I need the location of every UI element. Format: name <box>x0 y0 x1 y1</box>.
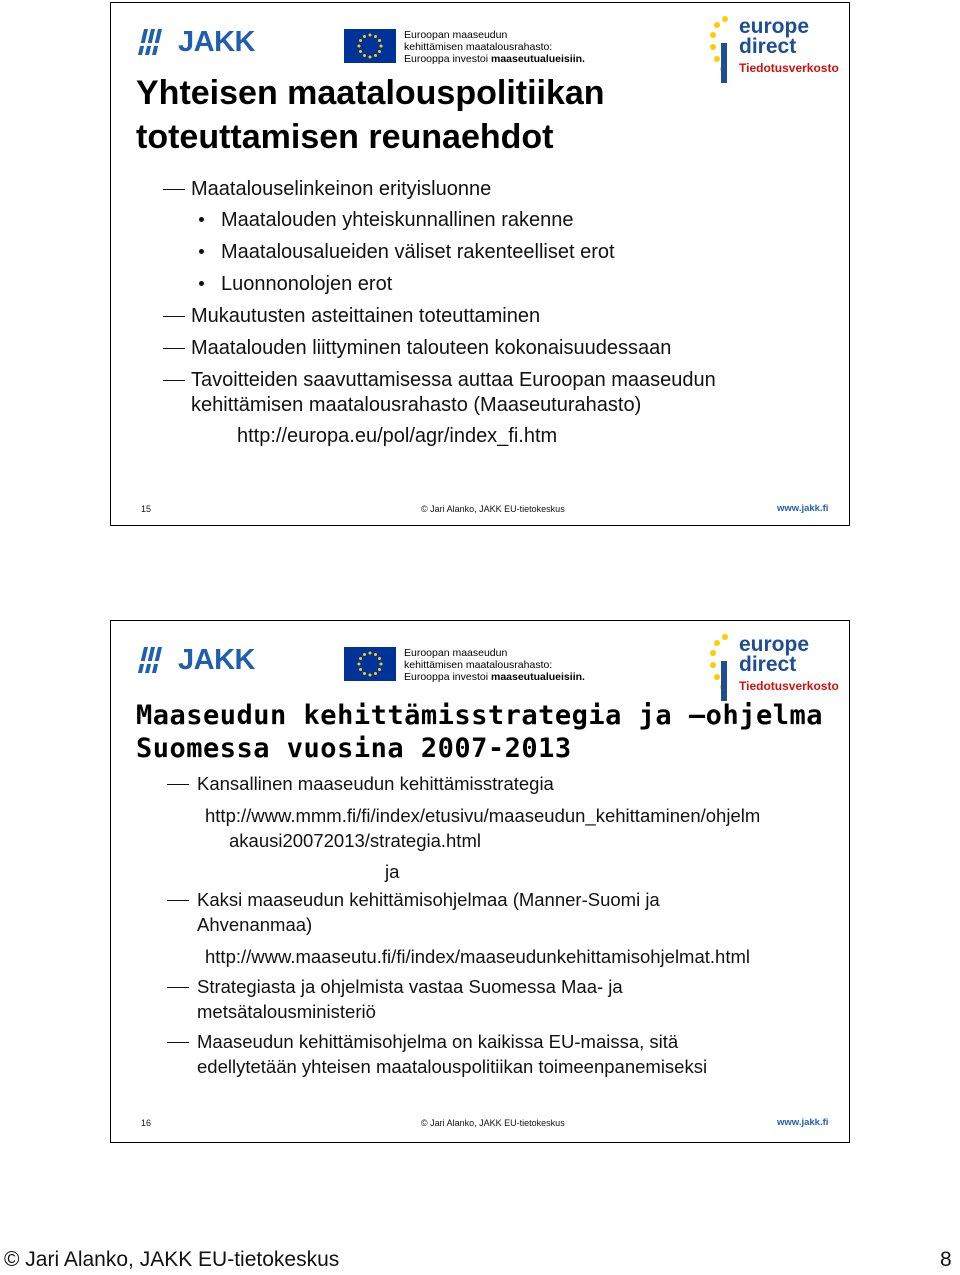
slide-title: Maaseudun kehittämisstrategia ja –ohjelma Suomessa vuosina 2007-2013 <box>136 700 823 764</box>
eu-flag-icon <box>344 29 396 63</box>
dash-bullet <box>163 348 185 349</box>
jakk-logo-text: JAKK <box>178 26 255 58</box>
dash-bullet <box>167 1042 189 1043</box>
list-item: Maaseudun kehittämisohjelma on kaikissa EU-maissa, sitä <box>197 1031 679 1052</box>
eu-flag-icon <box>344 647 396 681</box>
dash-bullet <box>163 380 185 381</box>
jakk-logo-mark-icon <box>136 647 176 673</box>
eu-fund-logo <box>344 29 585 65</box>
page-number: 8 <box>940 1248 952 1271</box>
eu-fund-logo <box>344 647 585 683</box>
slide-number: 15 <box>141 504 152 514</box>
slide-title: Yhteisen maatalouspolitiikan toteuttamisen reunaehdot <box>136 74 605 156</box>
list-item: Maatalousalueiden väliset rakenteelliset erot <box>221 241 615 263</box>
europe-direct-stars-icon <box>709 631 741 705</box>
link-text: http://europa.eu/pol/agr/index_fi.htm <box>237 425 558 447</box>
slide-website: www.jakk.fi <box>777 503 829 514</box>
jakk-logo <box>136 644 255 676</box>
link-text: http://www.maaseutu.fi/fi/index/maaseudunkehittamisohjelmat.html <box>205 946 750 967</box>
dot-bullet <box>199 281 204 286</box>
slide-website: www.jakk.fi <box>777 1117 829 1128</box>
europe-direct-logo: europe direct Tiedotusverkosto <box>709 13 849 87</box>
list-item: Mukautusten asteittainen toteuttaminen <box>191 305 541 327</box>
list-item: Luonnonolojen erot <box>221 273 393 295</box>
dash-bullet <box>167 784 189 785</box>
europe-direct-logo: europe direct Tiedotusverkosto <box>709 631 849 705</box>
list-item: Kansallinen maaseudun kehittämisstrategia <box>197 773 554 794</box>
eu-fund-text: Euroopan maaseudun kehittämisen maatalousrahasto: Eurooppa investoi maaseutualueisiin. <box>404 29 585 65</box>
dash-bullet <box>163 316 185 317</box>
link-text: http://www.mmm.fi/fi/index/etusivu/maaseudun_kehittaminen/ohjelm <box>205 805 761 826</box>
page-copyright: © Jari Alanko, JAKK EU-tietokeskus <box>4 1248 340 1271</box>
slide-number: 16 <box>141 1118 152 1128</box>
jakk-logo-mark-icon <box>136 29 176 55</box>
list-item: Kaksi maaseudun kehittämisohjelmaa (Manner-Suomi ja <box>197 889 660 910</box>
list-item: metsätalousministeriö <box>197 1001 376 1022</box>
list-item: edellytetään yhteisen maatalouspolitiikan toimeenpanemiseksi <box>197 1056 708 1077</box>
jakk-logo <box>136 26 255 58</box>
list-item: kehittämisen maatalousrahasto (Maaseuturahasto) <box>191 394 642 416</box>
list-item: Ahvenanmaa) <box>197 914 313 935</box>
slide-copyright: © Jari Alanko, JAKK EU-tietokeskus <box>421 1118 565 1128</box>
jakk-logo-text: JAKK <box>178 644 255 676</box>
connector-text: ja <box>385 861 400 882</box>
list-item: Maatalouden liittyminen talouteen kokonaisuudessaan <box>191 337 672 359</box>
slide-16 <box>110 620 850 1143</box>
dash-bullet <box>167 900 189 901</box>
dash-bullet <box>163 189 185 190</box>
slide-15 <box>110 2 850 526</box>
link-text: akausi20072013/strategia.html <box>229 830 481 851</box>
list-item: Maatalouselinkeinon erityisluonne <box>191 178 492 200</box>
list-item: Tavoitteiden saavuttamisessa auttaa Euroopan maaseudun <box>191 369 716 391</box>
dot-bullet <box>199 249 204 254</box>
eu-fund-text: Euroopan maaseudun kehittämisen maatalousrahasto: Eurooppa investoi maaseutualueisiin. <box>404 647 585 683</box>
list-item: Strategiasta ja ohjelmista vastaa Suomessa Maa- ja <box>197 976 623 997</box>
dash-bullet <box>167 987 189 988</box>
slide-copyright: © Jari Alanko, JAKK EU-tietokeskus <box>421 504 565 514</box>
list-item: Maatalouden yhteiskunnallinen rakenne <box>221 209 574 231</box>
dot-bullet <box>199 217 204 222</box>
